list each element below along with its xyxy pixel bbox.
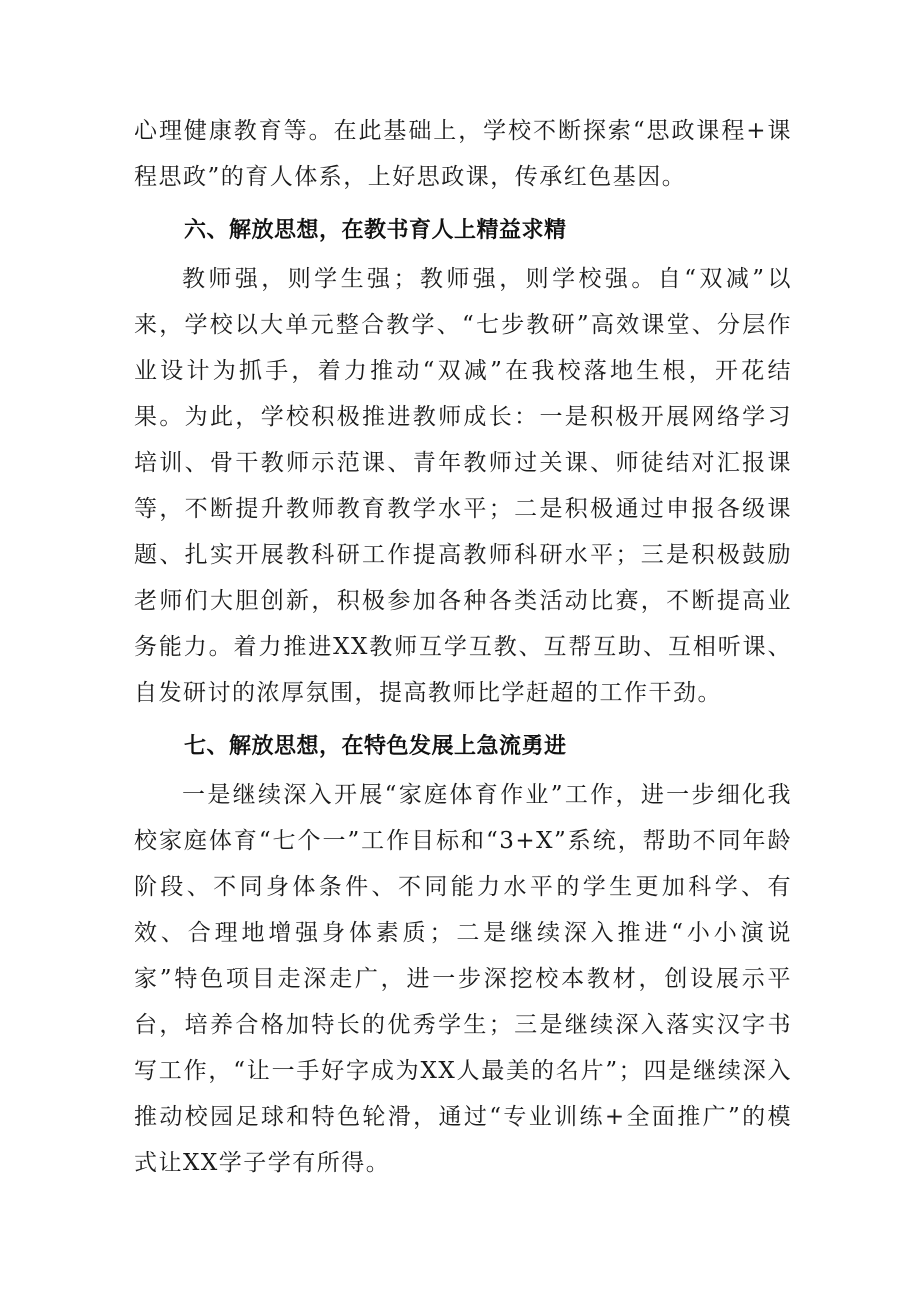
section-7-paragraph: 一是继续深入开展“家庭体育作业”工作，进一步细化我校家庭体育“七个一”工作目标和“3+X”系统，帮助不同年龄阶段、不同身体条件、不同能力水平的学生更加科学、有效、合理地增强身体素质；二是继续深入推进“小小演说家”特色项目走深走广，进一步深挖校本教材，创设展示平台，培养合格加特长的优秀学生；三是继续深入落实汉字书写工作，“让一手好字成为XX人最美的名片”；四是继续深入推动校园足球和特色轮滑，通过“专业训练+全面推广”的模式让XX学子学有所得。 bbox=[134, 782, 792, 1176]
paragraph-continuation: 心理健康教育等。在此基础上，学校不断探索“思政课程+课程思政”的育人体系，上好思政课，传承红色基因。 bbox=[134, 118, 792, 190]
section-heading-6: 六、解放思想，在教书育人上精益求精 bbox=[184, 218, 567, 243]
section-6-paragraph: 教师强，则学生强；教师强，则学校强。自“双减”以来，学校以大单元整合教学、“七步教研”高效课堂、分层作业设计为抓手，着力推动“双减”在我校落地生根，开花结果。为此，学校积极推进教师成长：一是积极开展网络学习培训、骨干教师示范课、青年教师过关课、师徒结对汇报课等，不断提升教师教育教学水平；二是积极通过申报各级课题、扎实开展教科研工作提高教师科研水平；三是积极鼓励老师们大胆创新，积极参加各种各类活动比赛，不断提高业务能力。着力推进XX教师互学互教、互帮互助、互相听课、自发研讨的浓厚氛围，提高教师比学赶超的工作干劲。 bbox=[134, 266, 792, 706]
document-body bbox=[134, 108, 792, 1186]
section-heading-7: 七、解放思想，在特色发展上急流勇进 bbox=[184, 734, 567, 759]
